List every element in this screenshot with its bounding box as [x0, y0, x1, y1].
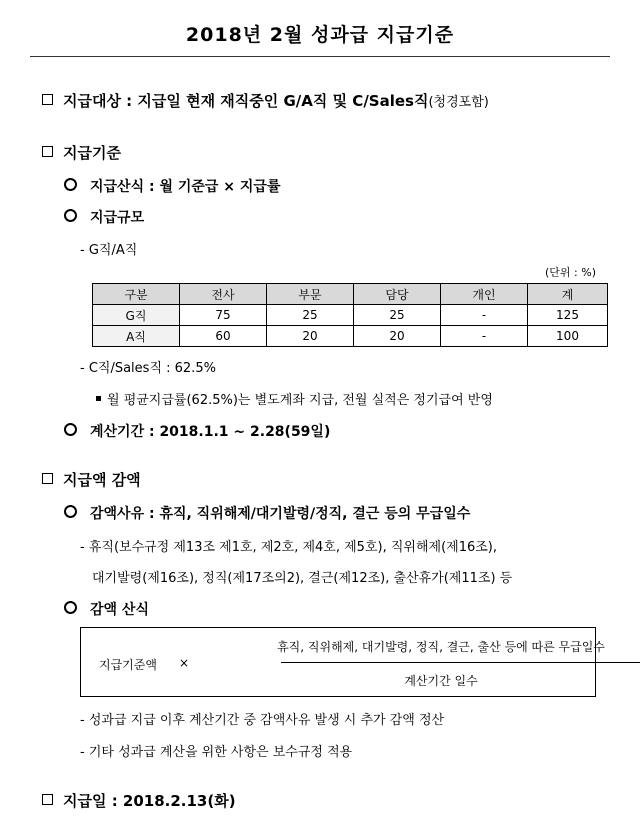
- cs-note-text: 월 평균지급률(62.5%)는 별도계좌 지급, 전월 실적은 정기급여 반영: [107, 393, 493, 408]
- reduction-formula-box: [80, 627, 605, 697]
- pay-date-label: 지급일 : 2018.2.13(화): [63, 792, 236, 810]
- circle-bullet-icon: [64, 505, 77, 518]
- reason-detail-line2: 대기발령(제16조), 정직(제17조의2), 결근(제12조), 출산휴가(제11조) 등: [92, 571, 513, 586]
- reduction-formula-heading: 감액 산식: [90, 602, 149, 618]
- ga-label: - G직/A직: [80, 243, 138, 258]
- table-cell: 25: [354, 305, 441, 326]
- table-cell: A직: [93, 326, 180, 347]
- table-cell: G직: [93, 305, 180, 326]
- circle-bullet-icon: [64, 423, 77, 436]
- cs-label: - C직/Sales직 : 62.5%: [80, 361, 216, 376]
- scale-item: [64, 207, 144, 227]
- period-item: [64, 421, 330, 441]
- table-header-cell: 개인: [441, 284, 528, 305]
- circle-bullet-icon: [64, 178, 77, 191]
- reduction-note-2: - 기타 성과급 계산을 위한 사항은 보수규정 적용: [80, 745, 353, 760]
- cs-note: [96, 389, 493, 408]
- formula-numerator: 휴직, 직위해제, 대기발령, 정직, 결근, 출산 등에 따른 무급일수: [277, 640, 605, 654]
- formula-denominator: 계산기간 일수: [404, 674, 478, 688]
- pay-rate-table: [92, 283, 608, 347]
- small-square-bullet-icon: [96, 396, 101, 401]
- formula-times: ×: [179, 656, 190, 670]
- square-bullet-icon: [42, 146, 53, 157]
- section-reduction: [42, 469, 141, 490]
- period-label: 계산기간 : 2018.1.1 ~ 2.28(59일): [90, 424, 331, 440]
- title-divider: [30, 56, 610, 57]
- unit-label: (단위 : %): [545, 266, 596, 279]
- table-header-cell: 전사: [180, 284, 267, 305]
- table-cell: 25: [267, 305, 354, 326]
- reduction-heading: 지급액 감액: [63, 471, 141, 489]
- formula-label: 지급산식 : 월 기준급 × 지급률: [90, 179, 281, 195]
- table-header-cell: 담당: [354, 284, 441, 305]
- table-header-cell: 구분: [93, 284, 180, 305]
- target-note: (청경포함): [428, 95, 489, 110]
- section-pay-date: [42, 790, 236, 811]
- table-cell: 20: [354, 326, 441, 347]
- target-label: 지급대상 : 지급일 현재 재직중인 G/A직 및 C/Sales직: [63, 92, 429, 110]
- formula-item: [64, 176, 280, 196]
- table-row: [93, 326, 608, 347]
- table-row: [93, 305, 608, 326]
- table-cell: -: [441, 326, 528, 347]
- table-header-row: [93, 284, 608, 305]
- table-cell: 100: [528, 326, 608, 347]
- page-title: 2018년 2월 성과급 지급기준: [185, 24, 455, 46]
- square-bullet-icon: [42, 473, 53, 484]
- square-bullet-icon: [42, 794, 53, 805]
- reason-label: 감액사유 : 휴직, 직위해제/대기발령/정직, 결근 등의 무급일수: [90, 506, 471, 522]
- section-criteria: [42, 142, 121, 163]
- criteria-heading: 지급기준: [63, 144, 121, 162]
- square-bullet-icon: [42, 94, 53, 105]
- reason-item: [64, 503, 470, 523]
- table-cell: 20: [267, 326, 354, 347]
- circle-bullet-icon: [64, 209, 77, 222]
- table-header-cell: 계: [528, 284, 608, 305]
- table-cell: 60: [180, 326, 267, 347]
- scale-heading: 지급규모: [90, 210, 145, 226]
- section-target: [42, 90, 489, 111]
- reason-detail-line1: - 휴직(보수규정 제13조 제1호, 제2호, 제4호, 제5호), 직위해제(제16조),: [80, 540, 498, 555]
- reduction-formula-item: [64, 599, 149, 619]
- table-cell: 125: [528, 305, 608, 326]
- table-cell: 75: [180, 305, 267, 326]
- table-header-cell: 부문: [267, 284, 354, 305]
- table-cell: -: [441, 305, 528, 326]
- formula-base: 지급기준액: [99, 658, 157, 672]
- fraction-line: [281, 662, 640, 663]
- reduction-note-1: - 성과급 지급 이후 계산기간 중 감액사유 발생 시 추가 감액 정산: [80, 713, 445, 728]
- circle-bullet-icon: [64, 601, 77, 614]
